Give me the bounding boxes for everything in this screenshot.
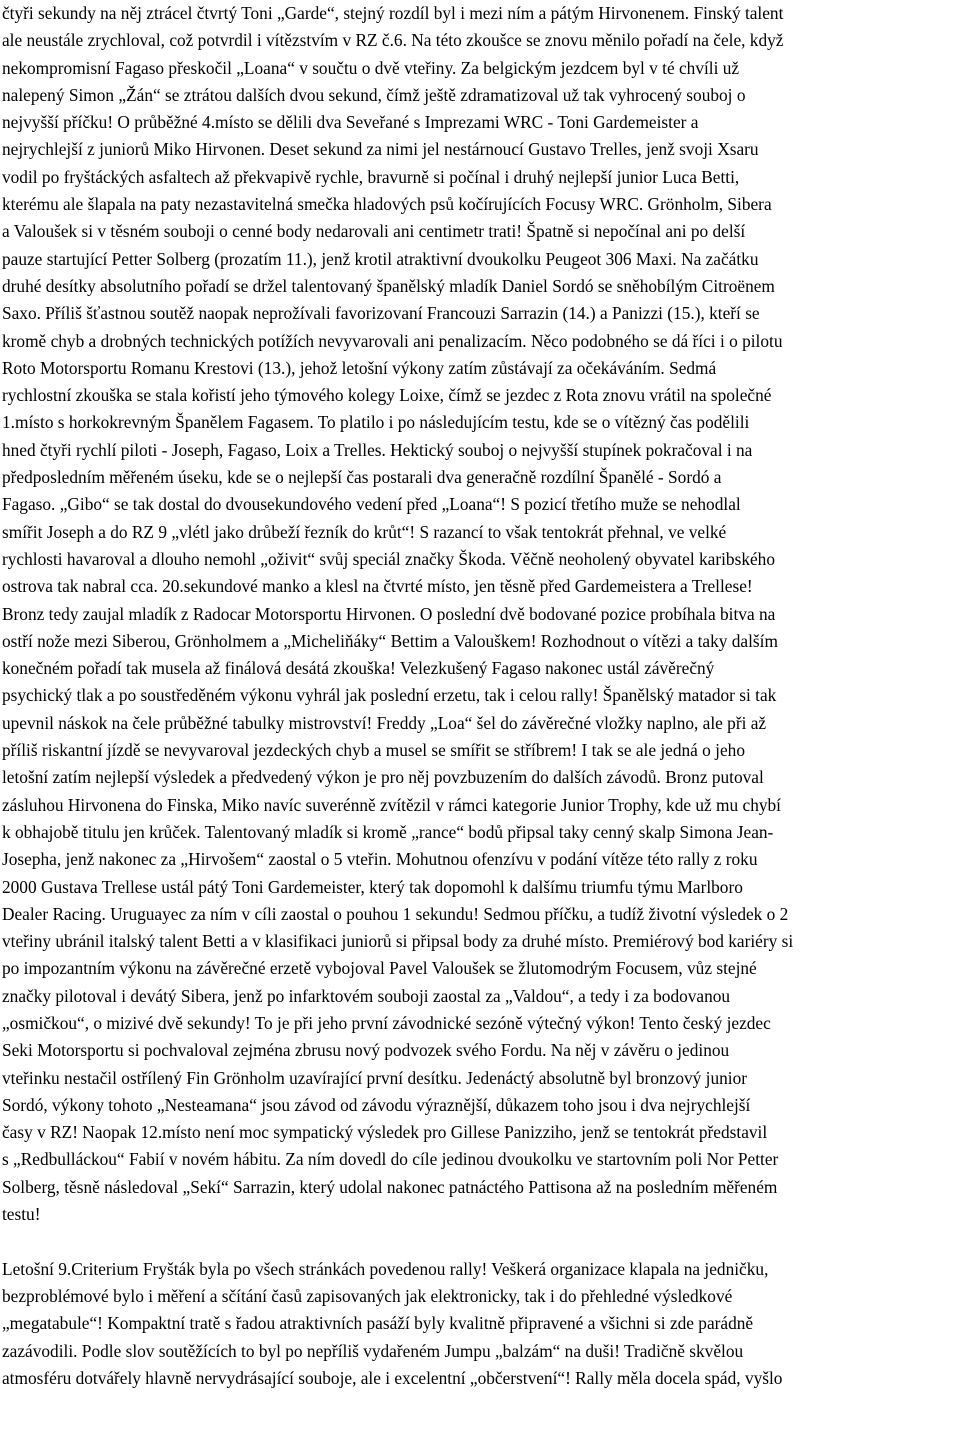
- text-line: 1.místo s horkokrevným Španělem Fagasem. To platilo i po následujícím testu, kde se o vítězný čas podělili: [1, 412, 750, 433]
- text-line: zásluhou Hirvonena do Finska, Miko navíc suverénně zvítězil v rámci kategorie Junior Trophy, kde už mu chybí: [1, 794, 781, 815]
- paragraph-spacer: [0, 1228, 960, 1255]
- text-line: „megatabule“! Kompaktní tratě s řadou atraktivních pasáží byly kvalitně připravené a všichni si zde parádně: [1, 1313, 754, 1334]
- text-line: druhé desítky absolutního pořadí se držel talentovaný španělský mladík Daniel Sordó se sněhobílým Citroënem: [1, 275, 775, 296]
- text-line: rychlosti havaroval a dlouho nemohl „oživit“ svůj speciál značky Škoda. Věčně neoholený obyvatel karibského: [1, 548, 776, 569]
- text-line: vteřinku nestačil ostřílený Fin Grönholm uzavírající první desítku. Jedenáctý absolutně byl bronzový junior: [1, 1067, 747, 1088]
- text-line: časy v RZ! Naopak 12.místo není moc sympatický výsledek pro Gillese Panizziho, jenž se tentokrát představil: [1, 1122, 768, 1143]
- text-line: příliš riskantní jízdě se nevyvaroval jezdeckých chyb a musel se smířit se stříbrem! I tak se ale jedná o jeho: [1, 740, 745, 761]
- text-line: Roto Motorsportu Romanu Krestovi (13.), jehož letošní výkony zatím zůstávají za očekáváním. Sedmá: [1, 357, 717, 378]
- text-line: Solberg, těsně následoval „Sekí“ Sarrazin, který udolal nakonec patnáctého Pattisona až na posledním měřeném: [1, 1176, 778, 1197]
- text-line: pauze startující Petter Solberg (prozatím 11.), jenž krotil atraktivní dvoukolku Peugeot 306 Maxi. Na začátku: [1, 248, 759, 269]
- text-line: „osmičkou“, o mizivé dvě sekundy! To je při jeho první závodnické sezóně výtečný výkon! Tento český jezdec: [1, 1012, 771, 1033]
- text-line: Bronz tedy zaujal mladík z Radocar Motorsportu Hirvonen. O poslední dvě bodované pozice probíhala bitva na: [1, 603, 776, 624]
- text-line: čtyři sekundy na něj ztrácel čtvrtý Toni „Garde“, stejný rozdíl byl i mezi ním a pátým Hirvonenem. Finský talent: [1, 3, 784, 23]
- text-line: ostrova tak nabral cca. 20.sekundové manko a klesl na čtvrté místo, jen těsně před Gardemeistera a Trellese!: [1, 576, 753, 597]
- text-line: Dealer Racing. Uruguayec za ním v cíli zaostal o pouhou 1 sekundu! Sedmou příčku, a tudíž životní výsledek o 2: [1, 903, 789, 924]
- text-line: nejrychlejší z juniorů Miko Hirvonen. Deset sekund za nimi jel nestárnoucí Gustavo Trelles, jenž svoji Xsaru: [1, 139, 759, 160]
- text-line: vodil po fryštáckých asfaltech až překvapivě rychle, bravurně si počínal i druhý nejlepší junior Luca Betti,: [1, 166, 740, 187]
- article-paragraph-2: [0, 1256, 960, 1392]
- text-line: konečném pořadí tak musela až finálová desátá zkouška! Velezkušený Fagaso nakonec ustál závěrečný: [1, 658, 715, 679]
- text-line: k obhajobě titulu jen krůček. Talentovaný mladík si kromě „rance“ bodů připsal taky cenný skalp Simona Jean-: [1, 821, 774, 842]
- text-line: nekompromisní Fagaso přeskočil „Loana“ v součtu o dvě vteřiny. Za belgickým jezdcem byl v té chvíli už: [1, 57, 740, 78]
- text-line: Seki Motorsportu si pochvaloval zejména zbrusu nový podvozek svého Fordu. Na něj v závěru o jedinou: [1, 1040, 730, 1061]
- text-line: 2000 Gustava Trellese ustál pátý Toni Gardemeister, který tak dopomohl k dalšímu triumfu týmu Marlboro: [1, 876, 743, 897]
- text-line: smířit Joseph a do RZ 9 „vlétl jako drůbeží řezník do krůt“! S razancí to však tentokrát přehnal, ve velké: [1, 521, 727, 542]
- text-line: rychlostní zkouška se stala kořistí jeho týmového kolegy Loixe, čímž se jezdec z Rota znovu vrátil na společné: [1, 385, 772, 406]
- text-line: testu!: [1, 1204, 41, 1225]
- text-line: Letošní 9.Criterium Fryšták byla po všech stránkách povedenou rally! Veškerá organizace klapala na jedničku,: [1, 1258, 769, 1279]
- text-line: psychický tlak a po soustředěném výkonu vyhrál jak poslední erzetu, tak i celou rally! Španělský matador si tak: [1, 685, 777, 706]
- text-line: kromě chyb a drobných technických potížích nevyvarovali ani penalizacím. Něco podobného se dá říci i o pilotu: [1, 330, 783, 351]
- text-line: Saxo. Příliš šťastnou soutěž naopak neprožívali favorizovaní Francouzi Sarrazin (14.) a Panizzi (15.), kteří se: [1, 303, 760, 324]
- text-line: Fagaso. „Gibo“ se tak dostal do dvousekundového vedení před „Loana“! S pozicí třetího muže se nehodlal: [1, 494, 741, 515]
- text-line: po impozantním výkonu na závěrečné erzetě vybojoval Pavel Valoušek se žlutomodrým Focusem, vůz stejné: [1, 958, 757, 979]
- text-line: s „Redbulláckou“ Fabií v novém hábitu. Za ním dovedl do cíle jedinou dvoukolku ve startovním poli Nor Petter: [1, 1149, 779, 1170]
- text-line: upevnil náskok na čele průběžné tabulky mistrovství! Freddy „Loa“ šel do závěrečné vložky naplno, ale při až: [1, 712, 767, 733]
- text-line: hned čtyři rychlí piloti - Joseph, Fagaso, Loix a Trelles. Hektický souboj o nejvyšší stupínek pokračoval i na: [1, 439, 753, 460]
- text-line: a Valoušek si v těsném souboji o cenné body nedarovali ani centimetr trati! Špatně si nepočínal ani po delší: [1, 221, 746, 242]
- text-line: nalepený Simon „Žán“ se ztrátou dalších dvou sekund, čímž ještě zdramatizoval už tak vyhrocený souboj o: [1, 84, 746, 105]
- text-line: Josepha, jenž nakonec za „Hirvošem“ zaostal o 5 vteřin. Mohutnou ofenzívu v podání vítěze této rally z roku: [1, 849, 758, 870]
- text-line: Sordó, výkony tohoto „Nesteamana“ jsou závod od závodu výraznější, důkazem toho jsou i dva nejrychlejší: [1, 1094, 751, 1115]
- text-line: nejvyšší příčku! O průběžné 4.místo se dělili dva Seveřané s Imprezami WRC - Toni Gardemeister a: [1, 112, 699, 133]
- text-line: ale neustále zrychloval, což potvrdil i vítězstvím v RZ č.6. Na této zkoušce se znovu měnilo pořadí na čele, když: [1, 30, 784, 51]
- text-line: letošní zatím nejlepší výsledek a předvedený výkon je pro něj povzbuzením do dalších závodů. Bronz putoval: [1, 767, 764, 788]
- text-line: ostří nože mezi Siberou, Grönholmem a „Micheliňáky“ Bettim a Valouškem! Rozhodnout o vítězi a taky dalším: [1, 630, 778, 651]
- text-line: zazávodili. Podle slov soutěžících to byl po nepříliš vydařeném Jumpu „balzám“ na duši! Tradičně skvělou: [1, 1340, 744, 1361]
- text-line: předposledním měřeném úseku, kde se o nejlepší čas postarali dva generačně rozdílní Španělé - Sordó a: [1, 467, 722, 488]
- text-line: atmosféru dotvářely hlavně nervydrásající souboje, ale i excelentní „občerstvení“! Rally měla docela spád, vyšlo: [1, 1367, 783, 1388]
- text-line: vteřiny ubránil italský talent Betti a v klasifikaci juniorů si připsal body za druhé místo. Premiérový bod kariéry si: [1, 931, 794, 952]
- text-line: kterému ale šlapala na paty nezastavitelná smečka hladových psů kočírujících Focusy WRC. Grönholm, Sibera: [1, 194, 772, 215]
- text-line: značky pilotoval i devátý Sibera, jenž po infarktovém souboji zaostal za „Valdou“, a tedy i za bodovanou: [1, 985, 731, 1006]
- text-line: bezproblémové bylo i měření a sčítání časů zapisovaných jak elektronicky, tak i do přehledné výsledkové: [1, 1285, 733, 1306]
